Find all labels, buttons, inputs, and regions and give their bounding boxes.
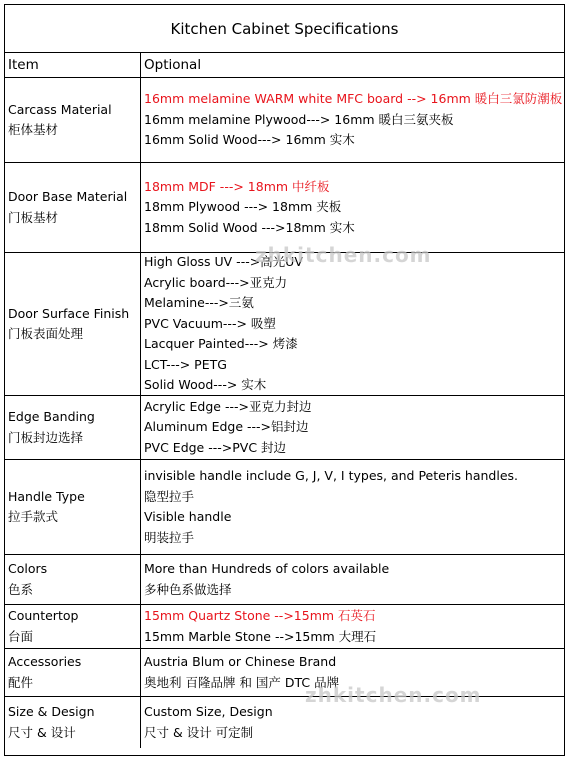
options-cell — [141, 460, 564, 554]
item-label-en: Colors — [8, 561, 48, 576]
item-cell — [5, 78, 141, 162]
option-line: 隐型拉手 — [144, 488, 195, 504]
item-cell — [5, 163, 141, 252]
option-line: 18mm Plywood ---> 18mm 夹板 — [144, 199, 342, 215]
options-cell — [141, 253, 564, 395]
item-label-zh: 配件 — [8, 674, 34, 690]
item-label-en: Door Base Material — [8, 189, 128, 204]
item-label-zh: 柜体基材 — [8, 122, 59, 137]
option-line: Custom Size, Design — [144, 704, 273, 719]
option-line: Acrylic Edge --->亚克力封边 — [144, 398, 312, 414]
item-label-en: Carcass Material — [8, 101, 112, 117]
options-cell — [141, 555, 564, 604]
table-row — [5, 649, 564, 697]
option-line: 奥地利 百隆品牌 和 国产 DTC 品牌 — [144, 674, 340, 690]
option-line: Melamine--->三氨 — [144, 295, 254, 311]
item-label-zh: 色系 — [8, 581, 34, 597]
item-label-zh: 门板封边选择 — [8, 429, 84, 445]
item-cell — [5, 555, 141, 604]
item-label-en: Size & Design — [8, 704, 95, 719]
option-line: 尺寸 & 设计 可定制 — [144, 724, 254, 740]
table-row — [5, 555, 564, 605]
option-line: 18mm Solid Wood --->18mm 实木 — [144, 219, 355, 235]
item-cell — [5, 253, 141, 395]
option-line: 15mm Quartz Stone -->15mm 石英石 — [144, 608, 376, 623]
spec-table — [4, 4, 565, 756]
header-row — [5, 53, 564, 78]
options-cell — [141, 396, 564, 459]
option-line: Acrylic board--->亚克力 — [144, 274, 288, 290]
option-line: invisible handle include G, J, V, I types, and Peteris handles. — [144, 468, 519, 483]
watermark-top: zhkitchen.com — [255, 243, 432, 267]
item-label-zh: 尺寸 & 设计 — [8, 724, 76, 740]
item-cell — [5, 396, 141, 459]
option-line: High Gloss UV --->高光UV — [144, 254, 303, 270]
option-line: LCT---> PETG — [144, 356, 227, 372]
option-line: 18mm MDF ---> 18mm 中纤板 — [144, 178, 330, 194]
item-label-en: Countertop — [8, 608, 79, 623]
options-cell — [141, 649, 564, 696]
option-line: Aluminum Edge --->铝封边 — [144, 419, 309, 435]
option-line: Lacquer Painted---> 烤漆 — [144, 336, 298, 352]
item-cell — [5, 605, 141, 648]
table-title: Kitchen Cabinet Specifications — [5, 5, 564, 53]
table-row — [5, 253, 564, 396]
item-label-en: Accessories — [8, 654, 82, 669]
table-row — [5, 697, 564, 748]
option-line: 16mm melamine Plywood---> 16mm 暖白三氨夹板 — [144, 111, 454, 127]
item-label-en: Handle Type — [8, 488, 85, 504]
header-optional: Optional — [144, 57, 202, 73]
item-label-zh: 台面 — [8, 628, 34, 644]
option-line: Visible handle — [144, 509, 232, 524]
option-line: 16mm melamine WARM white MFC board --> 16mm 暖白三氯防潮板 — [144, 91, 563, 107]
item-label-en: Door Surface Finish — [8, 305, 130, 321]
header-item: Item — [5, 53, 141, 77]
table-row — [5, 460, 564, 555]
table-row — [5, 605, 564, 649]
table-row — [5, 163, 564, 253]
item-cell — [5, 697, 141, 748]
table-row — [5, 78, 564, 163]
option-line: 15mm Marble Stone -->15mm 大理石 — [144, 628, 377, 644]
option-line: Austria Blum or Chinese Brand — [144, 654, 337, 669]
item-cell — [5, 460, 141, 554]
item-label-zh: 拉手款式 — [8, 509, 59, 524]
option-line: 16mm Solid Wood---> 16mm 实木 — [144, 132, 355, 148]
option-line: Solid Wood---> 实木 — [144, 377, 267, 393]
option-line: More than Hundreds of colors available — [144, 561, 390, 576]
table-row — [5, 396, 564, 460]
option-line: 多种色系做选择 — [144, 581, 232, 597]
watermark-bottom: zhkitchen.com — [305, 683, 482, 707]
option-line: 明装拉手 — [144, 529, 195, 545]
option-line: PVC Vacuum---> 吸塑 — [144, 315, 276, 331]
options-cell — [141, 697, 564, 748]
item-label-zh: 门板基材 — [8, 209, 59, 225]
item-cell — [5, 649, 141, 696]
item-label-zh: 门板表面处理 — [8, 326, 84, 341]
option-line: PVC Edge --->PVC 封边 — [144, 439, 287, 455]
options-cell — [141, 163, 564, 252]
options-cell — [141, 78, 564, 162]
options-cell — [141, 605, 564, 648]
item-label-en: Edge Banding — [8, 409, 95, 424]
